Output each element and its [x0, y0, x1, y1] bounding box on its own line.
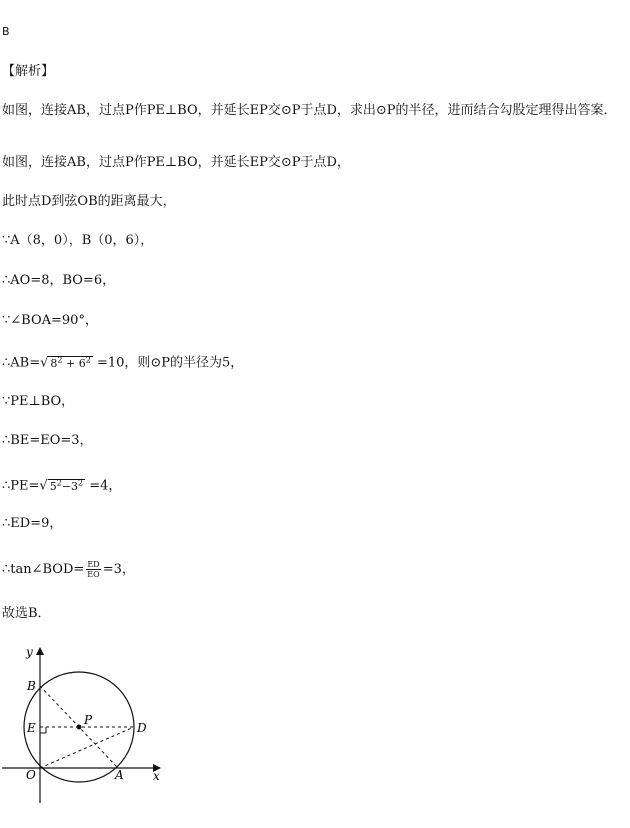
pe-exp-a: 2	[56, 478, 62, 487]
pe-exp-b: 2	[78, 478, 84, 487]
ab-prefix: ∴AB=	[2, 355, 41, 371]
ab-suffix: =10，则⊙P的半径为5，	[96, 355, 244, 371]
tan-numerator: ED	[87, 560, 100, 569]
ab-radicand-a: 8	[50, 356, 58, 370]
solution-step-tan	[2, 560, 135, 579]
tan-fraction	[86, 560, 100, 579]
ab-op: +	[62, 356, 79, 370]
label-e: E	[27, 721, 36, 735]
pe-sqrt: √ $5^2-3^2$	[39, 478, 84, 494]
ab-exp-b: 2	[85, 355, 91, 364]
solution-step-construct: 如图，连接AB，过点P作PE⊥BO，并延长EP交⊙P于点D，	[2, 155, 350, 170]
ab-sqrt: √ $8^2 + 6^2$	[40, 355, 91, 371]
center-point-p	[77, 725, 82, 730]
solution-step-right-angle: ∵∠BOA=90°，	[2, 313, 98, 328]
pe-op: −	[61, 479, 72, 493]
section-heading: 【解析】	[2, 64, 55, 79]
solution-step-max-distance: 此时点D到弦OB的距离最大，	[2, 194, 176, 209]
label-p: P	[84, 713, 93, 727]
segment-od	[40, 727, 134, 768]
solution-step-ed: ∴ED=9，	[2, 516, 63, 531]
label-o: O	[26, 768, 36, 782]
pe-radicand-a: 5	[49, 479, 57, 493]
pe-radicand-b: 3	[71, 479, 79, 493]
right-angle-mark	[40, 727, 46, 733]
label-d: D	[137, 721, 147, 735]
ab-radicand-b: 6	[78, 356, 86, 370]
pe-suffix: =4，	[89, 478, 122, 494]
solution-step-lengths: ∴AO=8，BO=6，	[2, 273, 116, 288]
tan-suffix: =3，	[102, 562, 135, 577]
ab-exp-a: 2	[57, 355, 63, 364]
solution-step-coordinates: ∵A（8，0），B（0，6），	[2, 233, 154, 248]
final-answer: 故选B．	[2, 606, 51, 621]
tan-denominator: EO	[87, 570, 100, 579]
geometry-figure	[0, 640, 180, 820]
solution-step-pe	[2, 475, 121, 495]
answer-letter: B	[2, 25, 10, 38]
solution-step-be-eo: ∴BE=EO=3，	[2, 433, 93, 448]
label-y: y	[26, 645, 33, 659]
pe-prefix: ∴PE=	[2, 478, 40, 494]
solution-step-perpendicular: ∵PE⊥BO，	[2, 394, 75, 409]
tan-prefix: ∴tan∠BOD=	[2, 562, 85, 577]
label-a: A	[115, 768, 124, 782]
label-b: B	[27, 679, 36, 693]
solution-step-ab	[2, 352, 243, 372]
label-x: x	[153, 769, 160, 783]
analysis-summary: 如图，连接AB，过点P作PE⊥BO，并延长EP交⊙P于点D，求出⊙P的半径，进而结合勾股定理得出答案．	[2, 103, 617, 118]
